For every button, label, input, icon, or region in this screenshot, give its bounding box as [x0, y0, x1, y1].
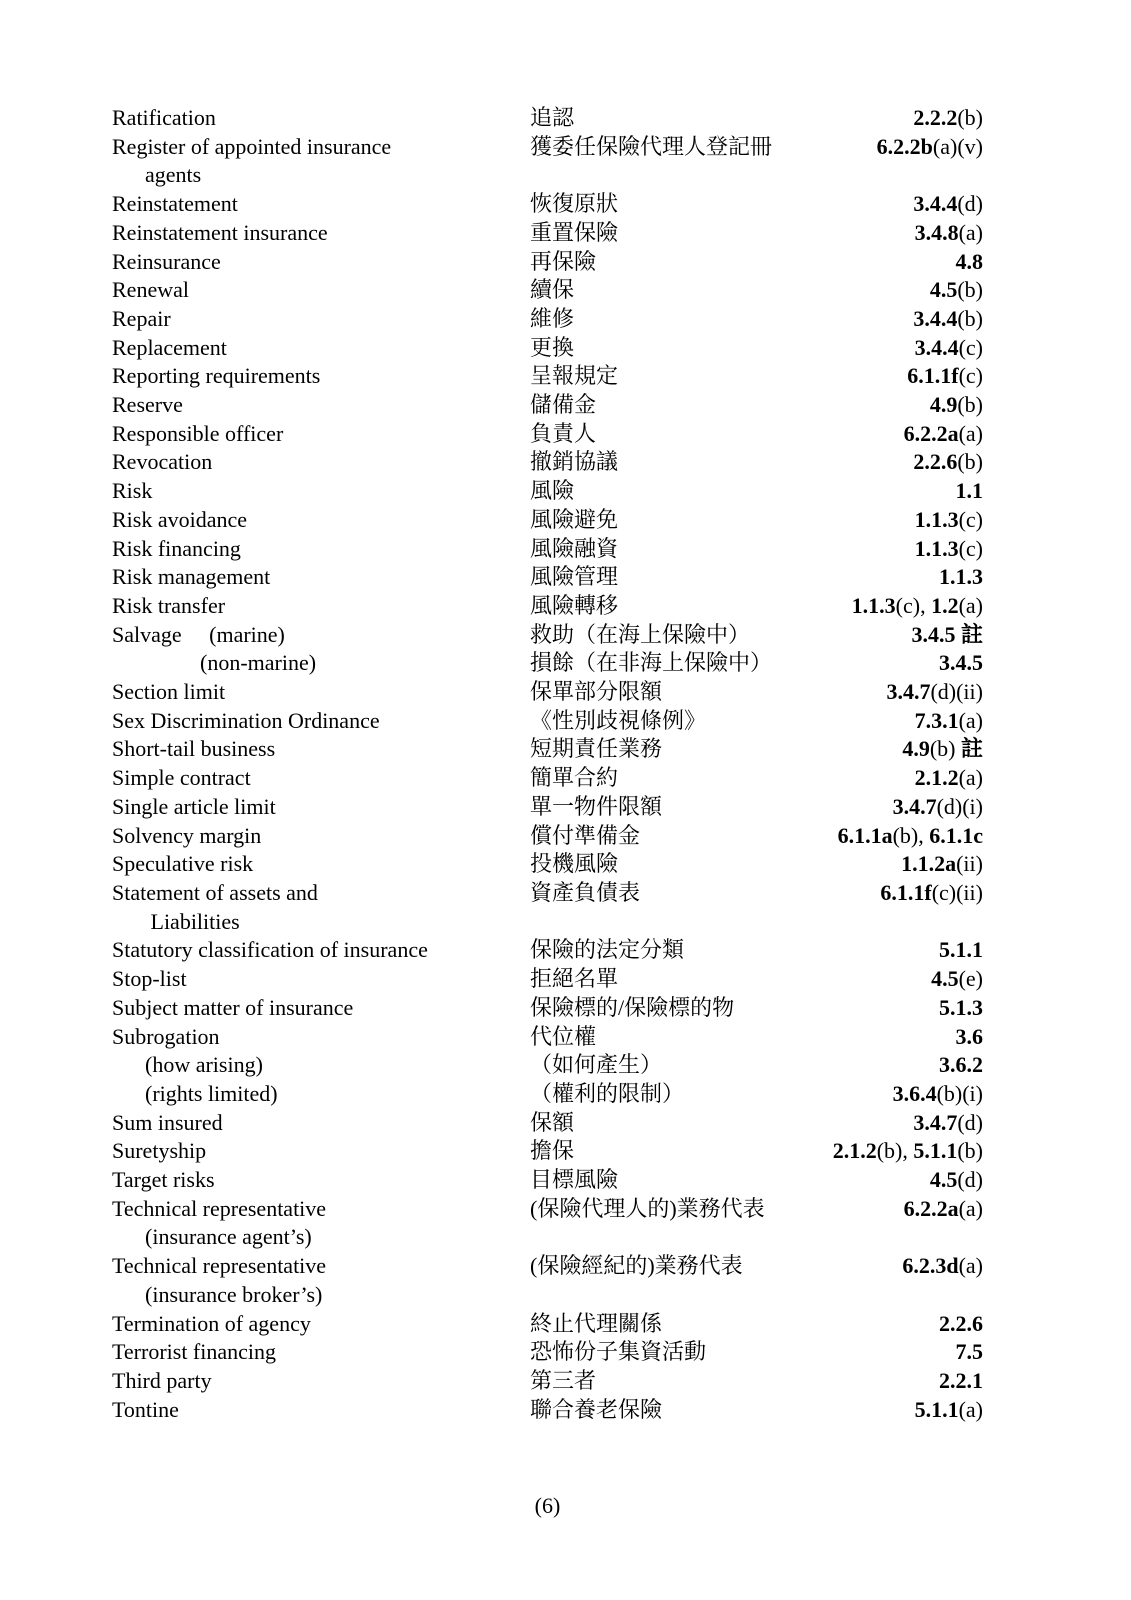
term-english: Statement of assets and	[112, 879, 318, 905]
section-reference: 7.5	[955, 1339, 983, 1365]
term-chinese: 呈報規定	[530, 363, 619, 389]
section-reference: 4.8	[955, 248, 983, 274]
term-english: Risk management	[112, 564, 271, 590]
term-chinese: 獲委任保險代理人登記冊	[530, 133, 773, 159]
section-reference: 3.6.2	[939, 1052, 983, 1078]
glossary-row	[112, 793, 983, 822]
term-english: Speculative risk	[112, 851, 254, 877]
section-reference: 1.1.3(c)	[914, 535, 983, 561]
page-number: (6)	[534, 1493, 561, 1518]
term-chinese: 損餘（在非海上保險中）	[530, 650, 773, 676]
term-english: Simple contract	[112, 765, 251, 791]
term-chinese: 聯合養老保險	[530, 1396, 663, 1422]
term-english: Risk avoidance	[112, 506, 248, 532]
term-english: Replacement	[112, 334, 227, 360]
term-english: Renewal	[112, 277, 189, 303]
term-english: Terrorist financing	[112, 1339, 277, 1365]
term-chinese: （權利的限制）	[530, 1080, 685, 1106]
glossary-row	[112, 735, 983, 764]
section-reference: 6.2.2a(a)	[903, 420, 983, 446]
glossary-row	[112, 649, 983, 678]
term-english: Ratification	[112, 105, 216, 130]
glossary-row	[112, 1281, 983, 1310]
term-chinese: （如何產生）	[530, 1052, 663, 1078]
section-reference: 1.1.2a(ii)	[901, 851, 983, 877]
term-chinese: 追認	[530, 105, 575, 130]
term-english: Risk	[112, 478, 153, 504]
glossary-row	[112, 1252, 983, 1281]
term-english: (insurance broker’s)	[112, 1281, 323, 1307]
glossary-row	[112, 879, 983, 908]
term-chinese: 恐怖份子集資活動	[530, 1339, 707, 1365]
glossary-row	[112, 1310, 983, 1339]
term-chinese: 保險標的/保險標的物	[530, 994, 735, 1020]
section-reference: 3.4.8(a)	[914, 219, 983, 245]
term-chinese: 恢復原狀	[530, 191, 619, 217]
term-english: Suretyship	[112, 1138, 207, 1164]
term-english: Subrogation	[112, 1023, 220, 1049]
term-english: Register of appointed insurance	[112, 133, 392, 159]
term-chinese: 簡單合約	[530, 765, 619, 791]
term-english: Tontine	[112, 1396, 179, 1422]
glossary-row	[112, 391, 983, 420]
term-chinese: 風險管理	[530, 564, 619, 590]
glossary-row	[112, 1338, 983, 1367]
glossary-row	[112, 190, 983, 219]
glossary-row	[112, 822, 983, 851]
term-chinese: 風險	[530, 478, 575, 504]
section-reference: 2.2.6	[939, 1310, 983, 1336]
glossary-row	[112, 908, 983, 937]
term-english: (insurance agent’s)	[112, 1224, 312, 1250]
term-chinese: 風險融資	[530, 535, 619, 561]
term-chinese: 更換	[530, 334, 575, 360]
section-reference: 4.9(b)	[929, 392, 983, 418]
section-reference: 3.4.7(d)(ii)	[886, 679, 983, 705]
term-english: Third party	[112, 1367, 212, 1393]
section-reference: 5.1.1(a)	[914, 1396, 983, 1422]
term-english: Technical representative	[112, 1195, 327, 1221]
term-english: Salvage (marine)	[112, 621, 285, 647]
term-english: Sum insured	[112, 1109, 223, 1135]
term-chinese: 終止代理關係	[530, 1310, 663, 1336]
section-reference: 7.3.1(a)	[914, 707, 983, 733]
term-chinese: 《性別歧視條例》	[530, 707, 707, 733]
section-reference: 6.2.2b(a)(v)	[876, 133, 983, 159]
term-english: Reinstatement insurance	[112, 219, 328, 245]
section-reference: 5.1.3	[939, 994, 983, 1020]
glossary-row	[112, 678, 983, 707]
glossary-table	[112, 104, 983, 1424]
term-english: Single article limit	[112, 793, 276, 819]
section-reference: 2.1.2(a)	[914, 765, 983, 791]
term-chinese: 風險轉移	[530, 592, 619, 618]
section-reference: 3.4.4(c)	[914, 334, 983, 360]
section-reference: 3.4.7(d)(i)	[892, 793, 983, 819]
term-english: Repair	[112, 305, 171, 331]
section-reference: 1.1.3	[939, 564, 983, 590]
term-chinese: 擔保	[530, 1138, 575, 1164]
glossary-row	[112, 248, 983, 277]
glossary-row	[112, 161, 983, 190]
term-chinese: 投機風險	[530, 851, 619, 877]
section-reference: 6.2.2a(a)	[903, 1195, 983, 1221]
term-chinese: (保險代理人的)業務代表	[530, 1195, 765, 1221]
section-reference: 6.1.1a(b), 6.1.1c	[837, 822, 983, 848]
glossary-row	[112, 592, 983, 621]
glossary-row	[112, 1223, 983, 1252]
term-english: Risk financing	[112, 535, 241, 561]
term-chinese: 保額	[530, 1109, 575, 1135]
term-english: Short-tail business	[112, 736, 276, 762]
section-reference: 2.2.6(b)	[913, 449, 983, 475]
term-english: Subject matter of insurance	[112, 994, 354, 1020]
glossary-row	[112, 1109, 983, 1138]
section-reference: 4.5(e)	[931, 966, 983, 992]
section-reference: 3.4.4(b)	[913, 305, 983, 331]
section-reference: 1.1.3(c), 1.2(a)	[851, 592, 983, 618]
section-reference: 6.1.1f(c)(ii)	[880, 879, 983, 905]
term-english: Target risks	[112, 1167, 215, 1193]
term-chinese: 撤銷協議	[530, 449, 619, 475]
section-reference: 3.4.5	[939, 650, 983, 676]
glossary-row	[112, 707, 983, 736]
glossary-row	[112, 764, 983, 793]
glossary-row	[112, 1051, 983, 1080]
glossary-row	[112, 1195, 983, 1224]
term-english: (how arising)	[112, 1052, 263, 1078]
term-chinese: 儲備金	[530, 392, 597, 418]
glossary-row	[112, 621, 983, 650]
section-reference: 4.9(b) 註	[902, 736, 983, 762]
term-english: Liabilities	[112, 908, 240, 934]
section-reference: 4.5(b)	[929, 277, 983, 303]
glossary-row	[112, 965, 983, 994]
glossary-row	[112, 133, 983, 162]
section-reference: 2.1.2(b), 5.1.1(b)	[832, 1138, 983, 1164]
term-chinese: 維修	[530, 305, 575, 331]
glossary-row	[112, 420, 983, 449]
term-chinese: 償付準備金	[530, 822, 641, 848]
term-english: agents	[112, 162, 202, 188]
glossary-row	[112, 936, 983, 965]
term-chinese: 負責人	[530, 420, 597, 446]
term-chinese: 續保	[530, 277, 575, 303]
section-reference: 3.6	[955, 1023, 983, 1049]
term-chinese: (保險經紀的)業務代表	[530, 1253, 743, 1279]
term-chinese: 拒絕名單	[530, 966, 619, 992]
section-reference: 3.4.5 註	[911, 621, 983, 647]
section-reference: 5.1.1	[939, 937, 983, 963]
term-english: Sex Discrimination Ordinance	[112, 707, 380, 733]
glossary-row	[112, 850, 983, 879]
term-chinese: 資產負債表	[530, 879, 641, 905]
term-english: Section limit	[112, 679, 226, 705]
term-english: Revocation	[112, 449, 213, 475]
glossary-row	[112, 362, 983, 391]
glossary-row	[112, 535, 983, 564]
term-chinese: 第三者	[530, 1367, 597, 1393]
glossary-row	[112, 305, 983, 334]
glossary-row	[112, 334, 983, 363]
glossary-row	[112, 219, 983, 248]
term-english: Responsible officer	[112, 420, 284, 446]
term-chinese: 代位權	[530, 1023, 597, 1049]
section-reference: 1.1	[955, 478, 983, 504]
glossary-row	[112, 1080, 983, 1109]
glossary-row	[112, 477, 983, 506]
term-chinese: 單一物件限額	[530, 793, 663, 819]
glossary-row	[112, 1396, 983, 1425]
term-english: Risk transfer	[112, 592, 226, 618]
term-chinese: 目標風險	[530, 1167, 619, 1193]
term-english: Termination of agency	[112, 1310, 311, 1336]
glossary-row	[112, 563, 983, 592]
glossary-row	[112, 276, 983, 305]
glossary-row	[112, 1023, 983, 1052]
glossary-row	[112, 506, 983, 535]
term-english: (rights limited)	[112, 1080, 278, 1106]
term-chinese: 再保險	[530, 248, 597, 274]
page-footer	[112, 1492, 983, 1521]
term-chinese: 風險避免	[530, 506, 619, 532]
glossary-row	[112, 104, 983, 133]
term-english: Stop-list	[112, 966, 187, 992]
section-reference: 2.2.1	[939, 1367, 983, 1393]
section-reference: 3.4.4(d)	[913, 191, 983, 217]
term-english: Reinstatement	[112, 191, 238, 217]
section-reference: 2.2.2(b)	[913, 105, 983, 130]
glossary-row	[112, 1367, 983, 1396]
term-english: (non-marine)	[112, 650, 317, 676]
section-reference: 3.6.4(b)(i)	[892, 1080, 983, 1106]
glossary-row	[112, 1166, 983, 1195]
section-reference: 1.1.3(c)	[914, 506, 983, 532]
term-english: Reserve	[112, 392, 183, 418]
term-chinese: 重置保險	[530, 219, 619, 245]
glossary-row	[112, 448, 983, 477]
section-reference: 3.4.7(d)	[913, 1109, 983, 1135]
term-english: Solvency margin	[112, 822, 262, 848]
term-chinese: 保險的法定分類	[530, 937, 685, 963]
term-chinese: 救助（在海上保險中）	[530, 621, 751, 647]
term-chinese: 短期責任業務	[530, 736, 663, 762]
glossary-row	[112, 1137, 983, 1166]
term-english: Reporting requirements	[112, 363, 321, 389]
glossary-row	[112, 994, 983, 1023]
section-reference: 6.1.1f(c)	[907, 363, 983, 389]
term-english: Reinsurance	[112, 248, 221, 274]
term-english: Technical representative	[112, 1253, 327, 1279]
term-english: Statutory classification of insurance	[112, 937, 428, 963]
term-chinese: 保單部分限額	[530, 679, 663, 705]
section-reference: 4.5(d)	[929, 1167, 983, 1193]
section-reference: 6.2.3d(a)	[902, 1253, 983, 1279]
